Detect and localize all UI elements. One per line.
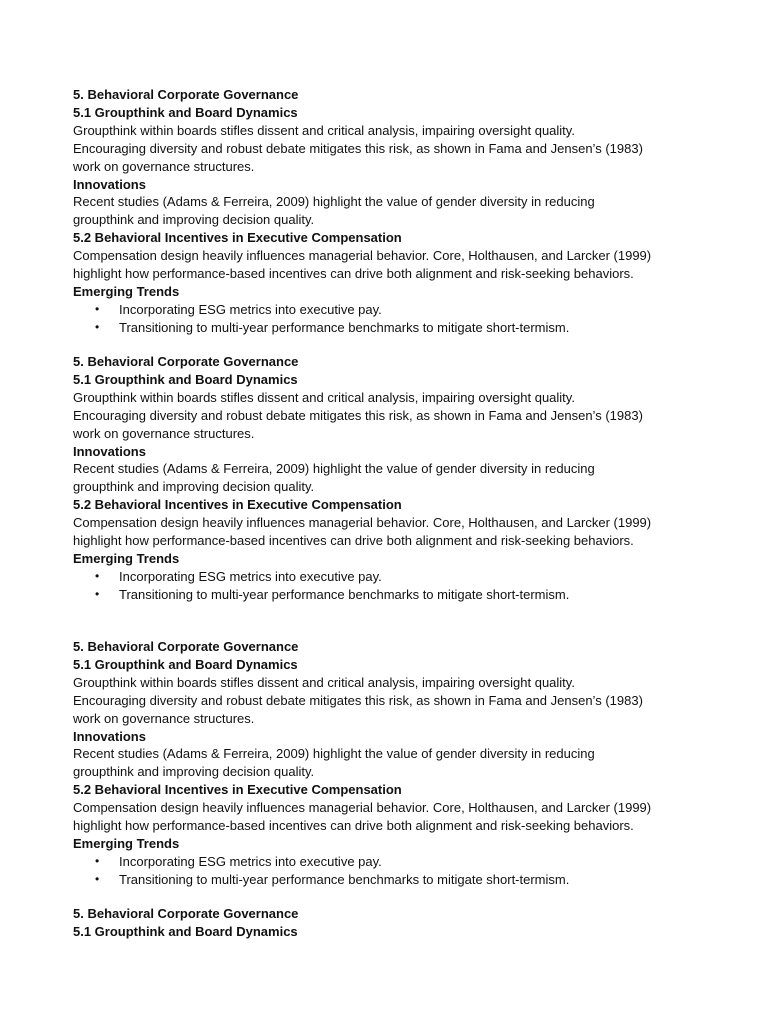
paragraph-line: highlight how performance-based incentives can drive both alignment and risk-seeking behaviors. [73, 818, 634, 834]
emerging-trends-heading: Emerging Trends [73, 835, 180, 851]
bullet-text: Incorporating ESG metrics into executive pay. [119, 301, 382, 317]
bullet-item [73, 853, 713, 871]
paragraph-line: Groupthink within boards stifles dissent and critical analysis, impairing oversight quality. [73, 389, 575, 405]
innovations-heading: Innovations [73, 443, 146, 459]
bullet-text: Incorporating ESG metrics into executive pay. [119, 568, 382, 584]
bullet-text: Incorporating ESG metrics into executive pay. [119, 853, 382, 869]
bullet-item [73, 319, 713, 337]
bullet-item [73, 301, 713, 319]
bullet-item [73, 871, 713, 889]
section-1 [73, 86, 713, 337]
section-2 [73, 353, 713, 604]
paragraph-line: groupthink and improving decision quality. [73, 764, 315, 780]
bullet-icon: • [95, 568, 100, 583]
bullet-icon: • [95, 301, 100, 316]
paragraph-line: Groupthink within boards stifles dissent and critical analysis, impairing oversight quality. [73, 674, 575, 690]
subsection-heading: 5.2 Behavioral Incentives in Executive Compensation [73, 497, 402, 513]
paragraph-line: work on governance structures. [73, 710, 255, 726]
subsection-heading: 5.1 Groupthink and Board Dynamics [73, 371, 298, 387]
bullet-text: Transitioning to multi-year performance benchmarks to mitigate short-termism. [119, 871, 570, 887]
paragraph-line: Groupthink within boards stifles dissent and critical analysis, impairing oversight quality. [73, 122, 575, 138]
innovations-heading: Innovations [73, 728, 146, 744]
bullet-text: Transitioning to multi-year performance benchmarks to mitigate short-termism. [119, 319, 570, 335]
bullet-item [73, 586, 713, 604]
subsection-heading: 5.2 Behavioral Incentives in Executive Compensation [73, 230, 402, 246]
bullet-item [73, 568, 713, 586]
section-heading: 5. Behavioral Corporate Governance [73, 354, 299, 369]
paragraph-line: work on governance structures. [73, 158, 255, 174]
paragraph-line: Encouraging diversity and robust debate mitigates this risk, as shown in Fama and Jensen’s (1983) [73, 407, 643, 423]
paragraph-line: Compensation design heavily influences managerial behavior. Core, Holthausen, and Larcker (1999) [73, 800, 652, 816]
section-4 [73, 905, 713, 941]
paragraph-line: Recent studies (Adams & Ferreira, 2009) highlight the value of gender diversity in reducing [73, 461, 595, 477]
section-heading: 5. Behavioral Corporate Governance [73, 87, 299, 102]
bullet-text: Transitioning to multi-year performance benchmarks to mitigate short-termism. [119, 586, 570, 602]
subsection-heading: 5.1 Groupthink and Board Dynamics [73, 104, 298, 120]
bullet-icon: • [95, 319, 100, 334]
emerging-trends-heading: Emerging Trends [73, 550, 180, 566]
bullet-icon: • [95, 853, 100, 868]
paragraph-line: work on governance structures. [73, 425, 255, 441]
emerging-trends-heading: Emerging Trends [73, 283, 180, 299]
paragraph-line: Recent studies (Adams & Ferreira, 2009) highlight the value of gender diversity in reducing [73, 194, 595, 210]
paragraph-line: Compensation design heavily influences managerial behavior. Core, Holthausen, and Larcker (1999) [73, 515, 652, 531]
paragraph-line: Compensation design heavily influences managerial behavior. Core, Holthausen, and Larcker (1999) [73, 248, 652, 264]
paragraph-line: highlight how performance-based incentives can drive both alignment and risk-seeking behaviors. [73, 266, 634, 282]
section-heading: 5. Behavioral Corporate Governance [73, 639, 299, 654]
bullet-icon: • [95, 586, 100, 601]
subsection-heading: 5.2 Behavioral Incentives in Executive Compensation [73, 782, 402, 798]
paragraph-line: Encouraging diversity and robust debate mitigates this risk, as shown in Fama and Jensen’s (1983) [73, 692, 643, 708]
innovations-heading: Innovations [73, 176, 146, 192]
paragraph-line: Encouraging diversity and robust debate mitigates this risk, as shown in Fama and Jensen’s (1983) [73, 140, 643, 156]
subsection-heading: 5.1 Groupthink and Board Dynamics [73, 923, 298, 939]
paragraph-line: groupthink and improving decision quality. [73, 212, 315, 228]
section-3 [73, 638, 713, 889]
bullet-icon: • [95, 871, 100, 886]
subsection-heading: 5.1 Groupthink and Board Dynamics [73, 656, 298, 672]
paragraph-line: groupthink and improving decision quality. [73, 479, 315, 495]
paragraph-line: highlight how performance-based incentives can drive both alignment and risk-seeking behaviors. [73, 533, 634, 549]
section-heading: 5. Behavioral Corporate Governance [73, 906, 299, 921]
paragraph-line: Recent studies (Adams & Ferreira, 2009) highlight the value of gender diversity in reducing [73, 746, 595, 762]
